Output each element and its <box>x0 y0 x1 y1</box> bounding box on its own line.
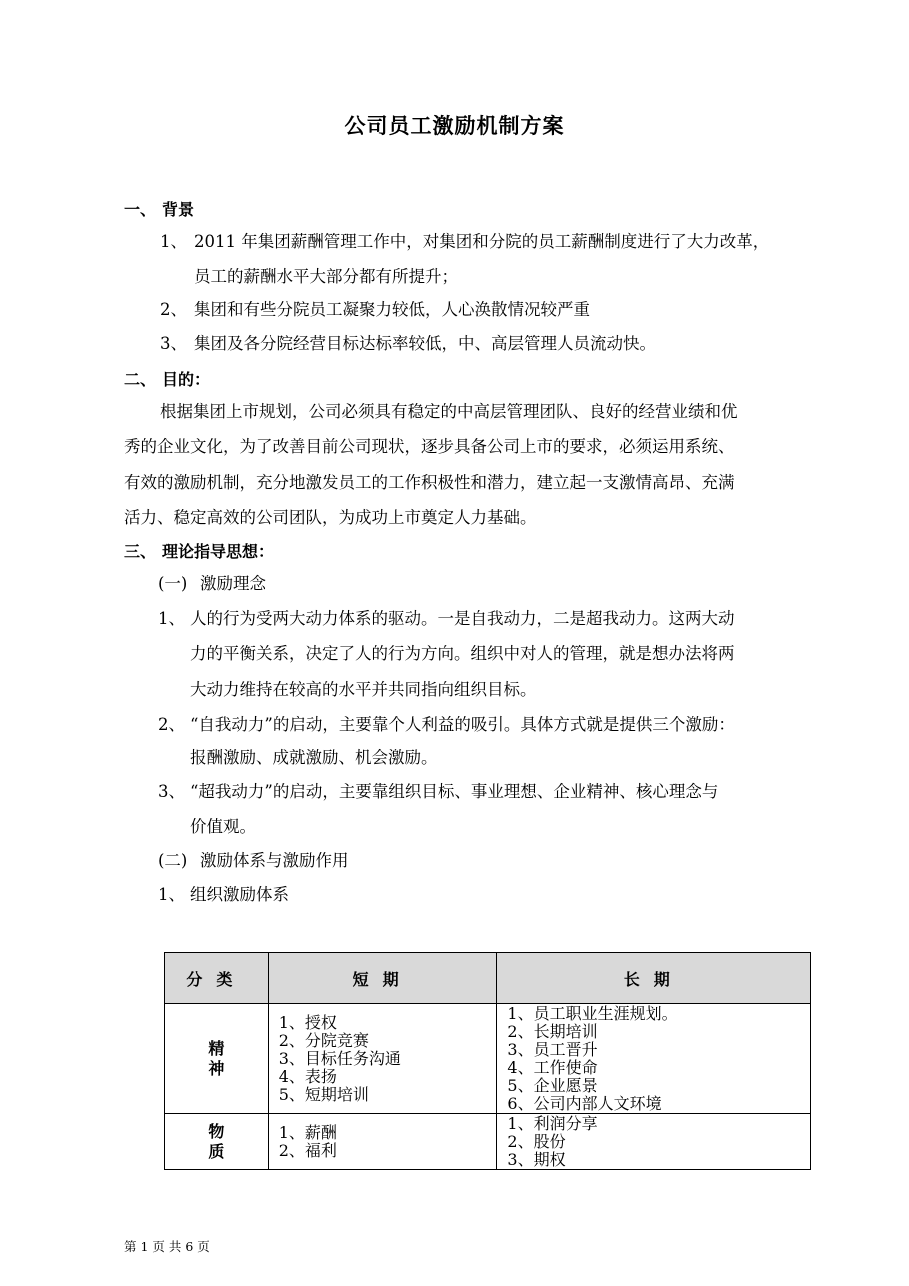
list-item: 2、分院竞赛 <box>278 1031 369 1050</box>
page-footer: 第 1 页 共 6 页 <box>124 1239 210 1254</box>
section-heading-background <box>124 199 194 221</box>
section-heading-text: 背景 <box>162 200 195 219</box>
paragraph-line: 根据集团上市规划，公司必须具有稳定的中高层管理团队、良好的经营业绩和优 <box>160 402 738 421</box>
list-text: “超我动力”的启动，主要靠组织目标、事业理想、企业精神、核心理念与 <box>190 782 719 801</box>
list-item <box>158 714 735 736</box>
list-item: 1、薪酬 <box>278 1123 337 1142</box>
paragraph-line: 有效的激励机制，充分地激发员工的工作积极性和潜力，建立起一支激情高昂、充满 <box>124 473 735 492</box>
list-item: 2、股份 <box>507 1132 566 1151</box>
category-char: 质 <box>208 1141 225 1161</box>
list-number: 2、 <box>160 300 187 319</box>
section-heading-text: 目的： <box>162 370 211 389</box>
list-item: 4、工作使命 <box>507 1058 598 1077</box>
list-number: 2、 <box>158 715 185 734</box>
list-number: 3、 <box>160 334 187 353</box>
list-text: 2011 年集团薪酬管理工作中，对集团和分院的员工薪酬制度进行了大力改革， <box>194 232 770 251</box>
column-header-short-term: 短期 <box>268 953 497 1004</box>
section-heading-text: 理论指导思想： <box>162 542 275 561</box>
list-item-continuation: 报酬激励、成就激励、机会激励。 <box>190 748 438 767</box>
list-item <box>160 299 590 321</box>
incentive-system-table <box>164 952 811 1170</box>
list-text: “自我动力”的启动，主要靠个人利益的吸引。具体方式就是提供三个激励： <box>190 715 735 734</box>
list-text: 集团和有些分院员工凝聚力较低，人心涣散情况较严重 <box>194 300 590 319</box>
list-item: 4、表扬 <box>278 1067 337 1086</box>
section-heading-purpose <box>124 369 210 391</box>
list-item: 5、企业愿景 <box>507 1076 598 1095</box>
column-header-category: 分类 <box>165 953 269 1004</box>
section-number: 三、 <box>124 542 157 561</box>
list-item: 3、员工晋升 <box>507 1040 598 1059</box>
subsection-number: (二) <box>158 851 188 870</box>
list-item: 3、目标任务沟通 <box>278 1049 401 1068</box>
list-item: 3、期权 <box>507 1150 566 1169</box>
list-text: 组织激励体系 <box>190 885 289 904</box>
short-term-cell <box>268 1114 497 1170</box>
subsection-number: (一) <box>158 574 188 593</box>
subsection-heading <box>158 573 266 595</box>
list-item: 1、员工职业生涯规划。 <box>507 1004 678 1023</box>
list-number: 1、 <box>158 885 185 904</box>
section-number: 二、 <box>124 370 157 389</box>
category-char: 精 <box>208 1038 225 1058</box>
list-item: 2、福利 <box>278 1141 337 1160</box>
subsection-label: 激励体系与激励作用 <box>200 851 349 870</box>
long-term-cell <box>497 1114 811 1170</box>
list-item-continuation: 大动力维持在较高的水平并共同指向组织目标。 <box>190 680 537 699</box>
list-number: 3、 <box>158 782 185 801</box>
list-item: 1、授权 <box>278 1013 337 1032</box>
list-item: 1、利润分享 <box>507 1114 598 1133</box>
list-text: 集团及各分院经营目标达标率较低，中、高层管理人员流动快。 <box>194 334 656 353</box>
subsection-heading <box>158 850 349 872</box>
paragraph-line: 秀的企业文化，为了改善目前公司现状，逐步具备公司上市的要求，必须运用系统、 <box>124 437 735 456</box>
document-title: 公司员工激励机制方案 <box>344 114 565 138</box>
list-item <box>158 781 718 803</box>
list-item-continuation: 力的平衡关系，决定了人的行为方向。组织中对人的管理，就是想办法将两 <box>190 644 735 663</box>
table-row <box>165 1114 811 1170</box>
list-item <box>160 231 769 253</box>
list-item: 6、公司内部人文环境 <box>507 1094 662 1113</box>
category-cell <box>165 1004 269 1114</box>
category-char: 物 <box>208 1121 225 1141</box>
long-term-cell <box>497 1004 811 1114</box>
table-row <box>165 1004 811 1114</box>
table-header-row <box>165 953 811 1004</box>
list-item-continuation: 员工的薪酬水平大部分都有所提升； <box>194 267 458 286</box>
list-item: 5、短期培训 <box>278 1085 369 1104</box>
column-header-long-term: 长期 <box>497 953 811 1004</box>
subsection-label: 激励理念 <box>200 574 266 593</box>
paragraph-line: 活力、稳定高效的公司团队，为成功上市奠定人力基础。 <box>124 508 537 527</box>
section-heading-theory <box>124 541 274 563</box>
list-number: 1、 <box>158 609 185 628</box>
category-char: 神 <box>208 1058 225 1078</box>
category-cell <box>165 1114 269 1170</box>
list-item-continuation: 价值观。 <box>190 817 256 836</box>
list-text: 人的行为受两大动力体系的驱动。一是自我动力，二是超我动力。这两大动 <box>190 609 735 628</box>
list-item <box>160 333 656 355</box>
list-number: 1、 <box>160 232 187 251</box>
short-term-cell <box>268 1004 497 1114</box>
section-number: 一、 <box>124 200 157 219</box>
list-item <box>158 608 735 630</box>
list-item: 2、长期培训 <box>507 1022 598 1041</box>
list-item <box>158 884 289 906</box>
